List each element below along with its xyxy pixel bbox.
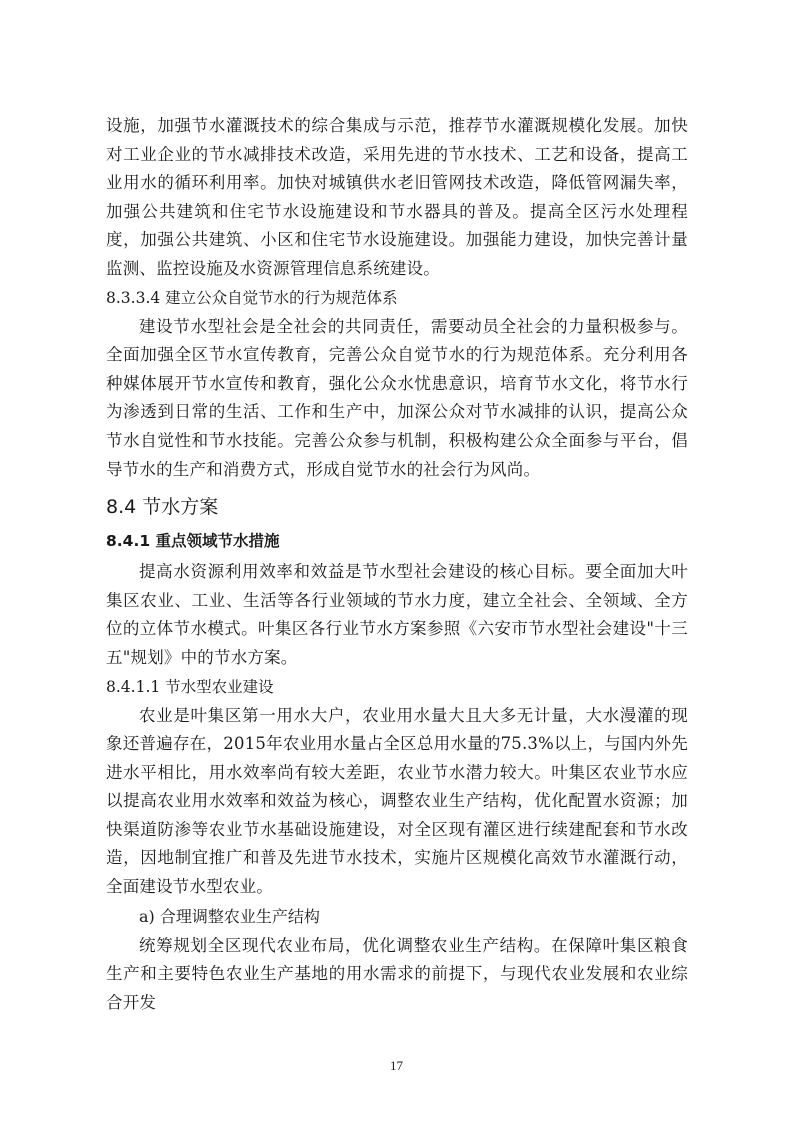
heading-item-a: a) 合理调整农业生产结构 <box>139 906 320 926</box>
heading-8-4: 8.4 节水方案 <box>106 496 219 519</box>
paragraph-agri-structure: 统筹规划全区现代农业布局，优化调整农业生产结构。在保障叶集区粮食生产和主要特色农业生产基地的用水需求的前提下，与现代农业发展和农业综合开发 <box>106 935 688 1012</box>
document-page <box>106 112 688 1017</box>
heading-8-4-1: 8.4.1 重点领域节水措施 <box>106 532 280 551</box>
heading-8-4-1-1: 8.4.1.1 节水型农业建设 <box>106 677 274 696</box>
heading-8-3-3-4: 8.3.3.4 建立公众自觉节水的行为规范体系 <box>106 288 398 307</box>
paragraph-key-sectors: 提高水资源利用效率和效益是节水型社会建设的核心目标。要全面加大叶集区农业、工业、生活等各行业领域的节水力度，建立全社会、全领域、全方位的立体节水模式。叶集区各行业节水方案参照《六安市节水型社会建设"十三五"规划》中的节水方案。 <box>106 562 688 667</box>
page-number: 17 <box>390 1058 403 1073</box>
paragraph-water-saving-infrastructure: 设施，加强节水灌溉技术的综合集成与示范，推荐节水灌溉规模化发展。加快对工业企业的节水减排技术改造，采用先进的节水技术、工艺和设备，提高工业用水的循环利用率。加快对城镇供水老旧管网技术改造，降低管网漏失率，加强公共建筑和住宅节水设施建设和节水器具的普及。提高全区污水处理程度，加强公共建筑、小区和住宅节水设施建设。加强能力建设，加快完善计量监测、监控设施及水资源管理信息系统建设。 <box>106 116 688 278</box>
paragraph-public-awareness: 建设节水型社会是全社会的共同责任，需要动员全社会的力量积极参与。全面加强全区节水宣传教育，完善公众自觉节水的行为规范体系。充分利用各种媒体展开节水宣传和教育，强化公众水忧患意识，培育节水文化，将节水行为渗透到日常的生活、工作和生产中，加深公众对节水减排的认识，提高公众节水自觉性和节水技能。完善公众参与机制，积极构建公众全面参与平台，倡导节水的生产和消费方式，形成自觉节水的社会行为风尚。 <box>106 316 688 479</box>
paragraph-agriculture: 农业是叶集区第一用水大户，农业用水量大且大多无计量，大水漫灌的现象还普遍存在，2015年农业用水量占全区总用水量的75.3%以上，与国内外先进水平相比，用水效率尚有较大差距，农业节水潜力较大。叶集区农业节水应以提高农业用水效率和效益为核心，调整农业生产结构，优化配置水资源；加快渠道防渗等农业节水基础设施建设，对全区现有灌区进行续建配套和节水改造，因地制宜推广和普及先进节水技术，实施片区规模化高效节水灌溉行动，全面建设节水型农业。 <box>106 705 688 897</box>
